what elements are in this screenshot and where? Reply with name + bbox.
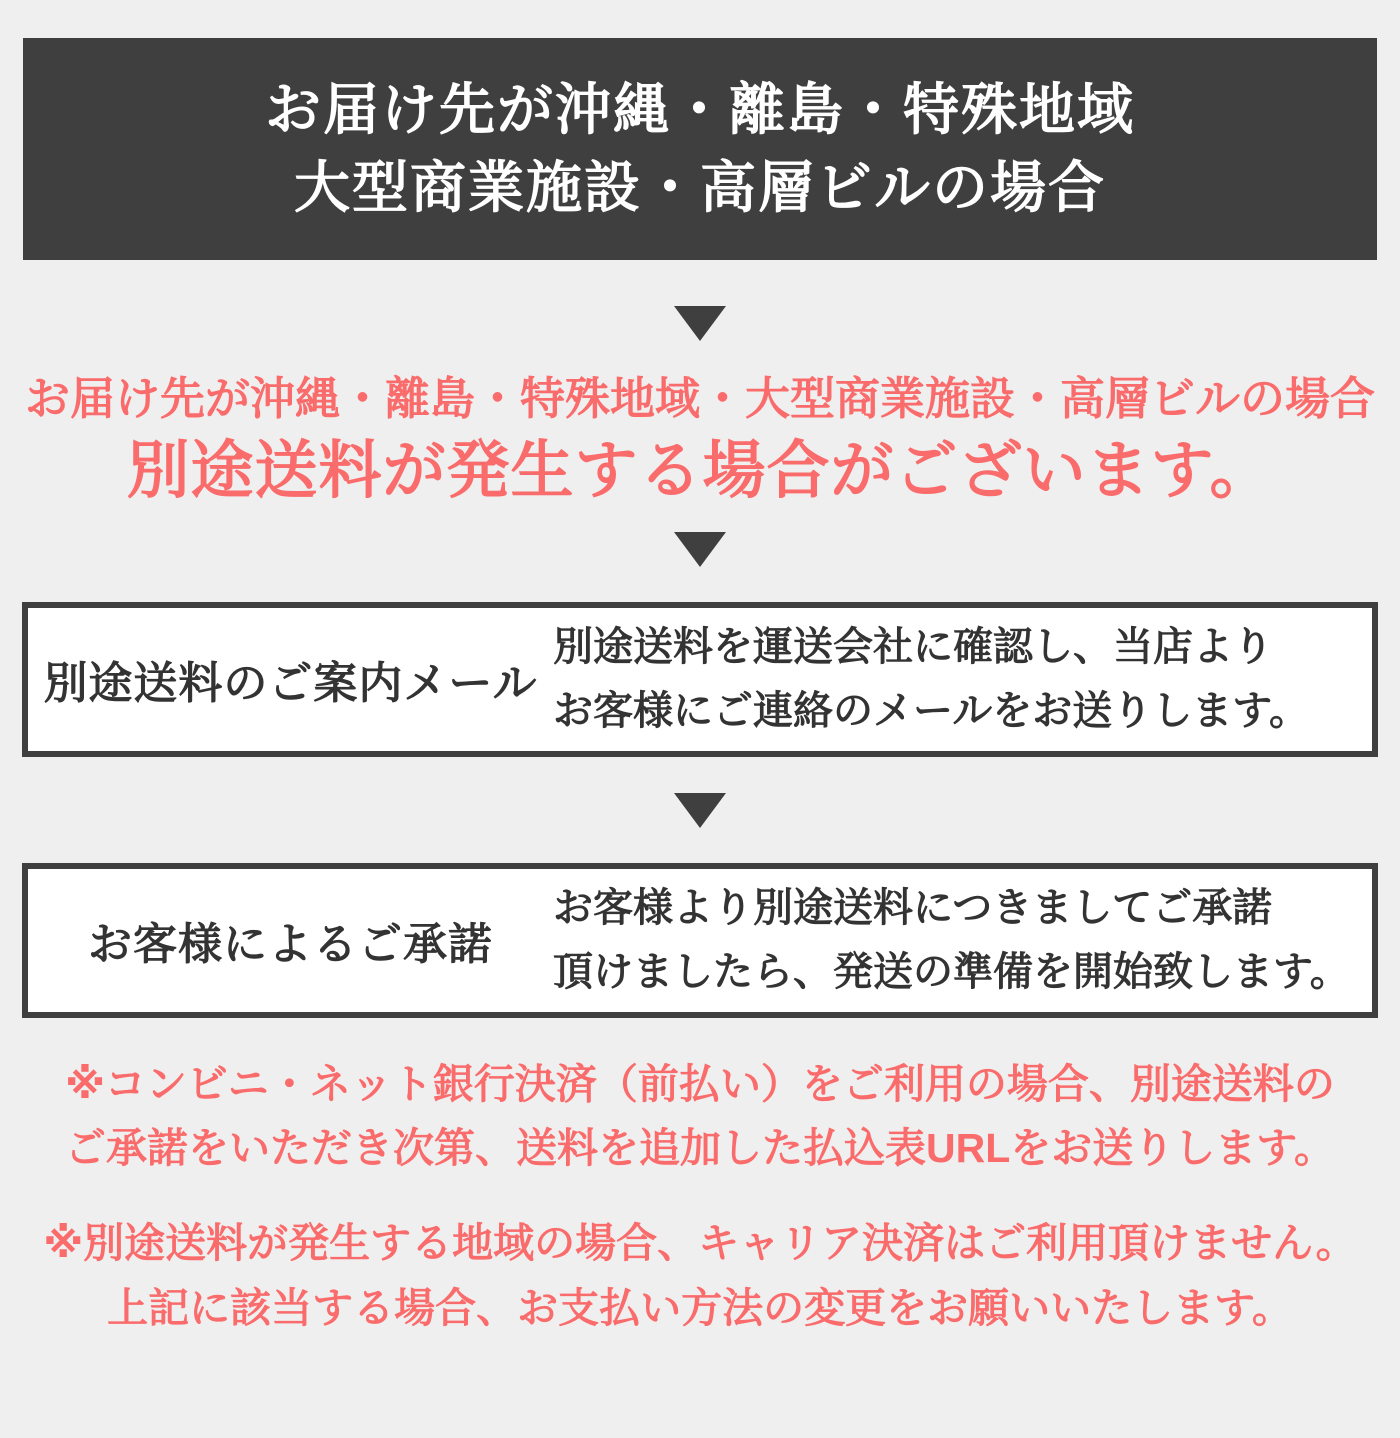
step-description-line1: お客様より別途送料につきましてご承諾 <box>553 886 1273 931</box>
step-description-line2: お客様にご連絡のメールをお送りします。 <box>553 689 1309 734</box>
header-title-line1: お届け先が沖縄・離島・特殊地域 <box>265 78 1135 141</box>
shipping-notice-banner <box>0 38 1400 1341</box>
extra-shipping-notice <box>0 371 1400 508</box>
footnote-line2: 上記に該当する場合、お支払い方法の変更をお願いいたします。 <box>107 1284 1293 1331</box>
step-box-customer-approval <box>22 863 1378 1018</box>
down-arrow-icon <box>674 306 726 341</box>
notice-conditions-line: お届け先が沖縄・離島・特殊地域・大型商業施設・高層ビルの場合 <box>24 373 1375 424</box>
step-label: お客様によるご承諾 <box>88 920 493 970</box>
footnote-prepayment <box>0 1052 1400 1182</box>
step-description-line1: 別途送料を運送会社に確認し、当店より <box>553 625 1273 670</box>
down-arrow-icon <box>674 532 726 567</box>
footnote-line2: ご承諾をいただき次第、送料を追加した払込表URLをお送りします。 <box>65 1125 1335 1172</box>
step-label: 別途送料のご案内メール <box>43 659 538 709</box>
notice-fee-line: 別途送料が発生する場合がございます。 <box>126 436 1274 507</box>
header-title-line2: 大型商業施設・高層ビルの場合 <box>294 156 1106 219</box>
header-banner <box>23 38 1377 260</box>
footnote-line1: ※コンビニ・ネット銀行決済（前払い）をご利用の場合、別途送料の <box>65 1060 1335 1107</box>
step-box-shipping-fee-email <box>22 602 1378 757</box>
down-arrow-icon <box>674 793 726 828</box>
footnote-carrier-payment <box>0 1211 1400 1341</box>
step-description <box>553 615 1372 743</box>
step-description <box>553 876 1372 1004</box>
footnote-line1: ※別途送料が発生する地域の場合、キャリア決済はご利用頂けません。 <box>43 1220 1357 1267</box>
step-description-line2: 頂けましたら、発送の準備を開始致します。 <box>553 950 1350 995</box>
